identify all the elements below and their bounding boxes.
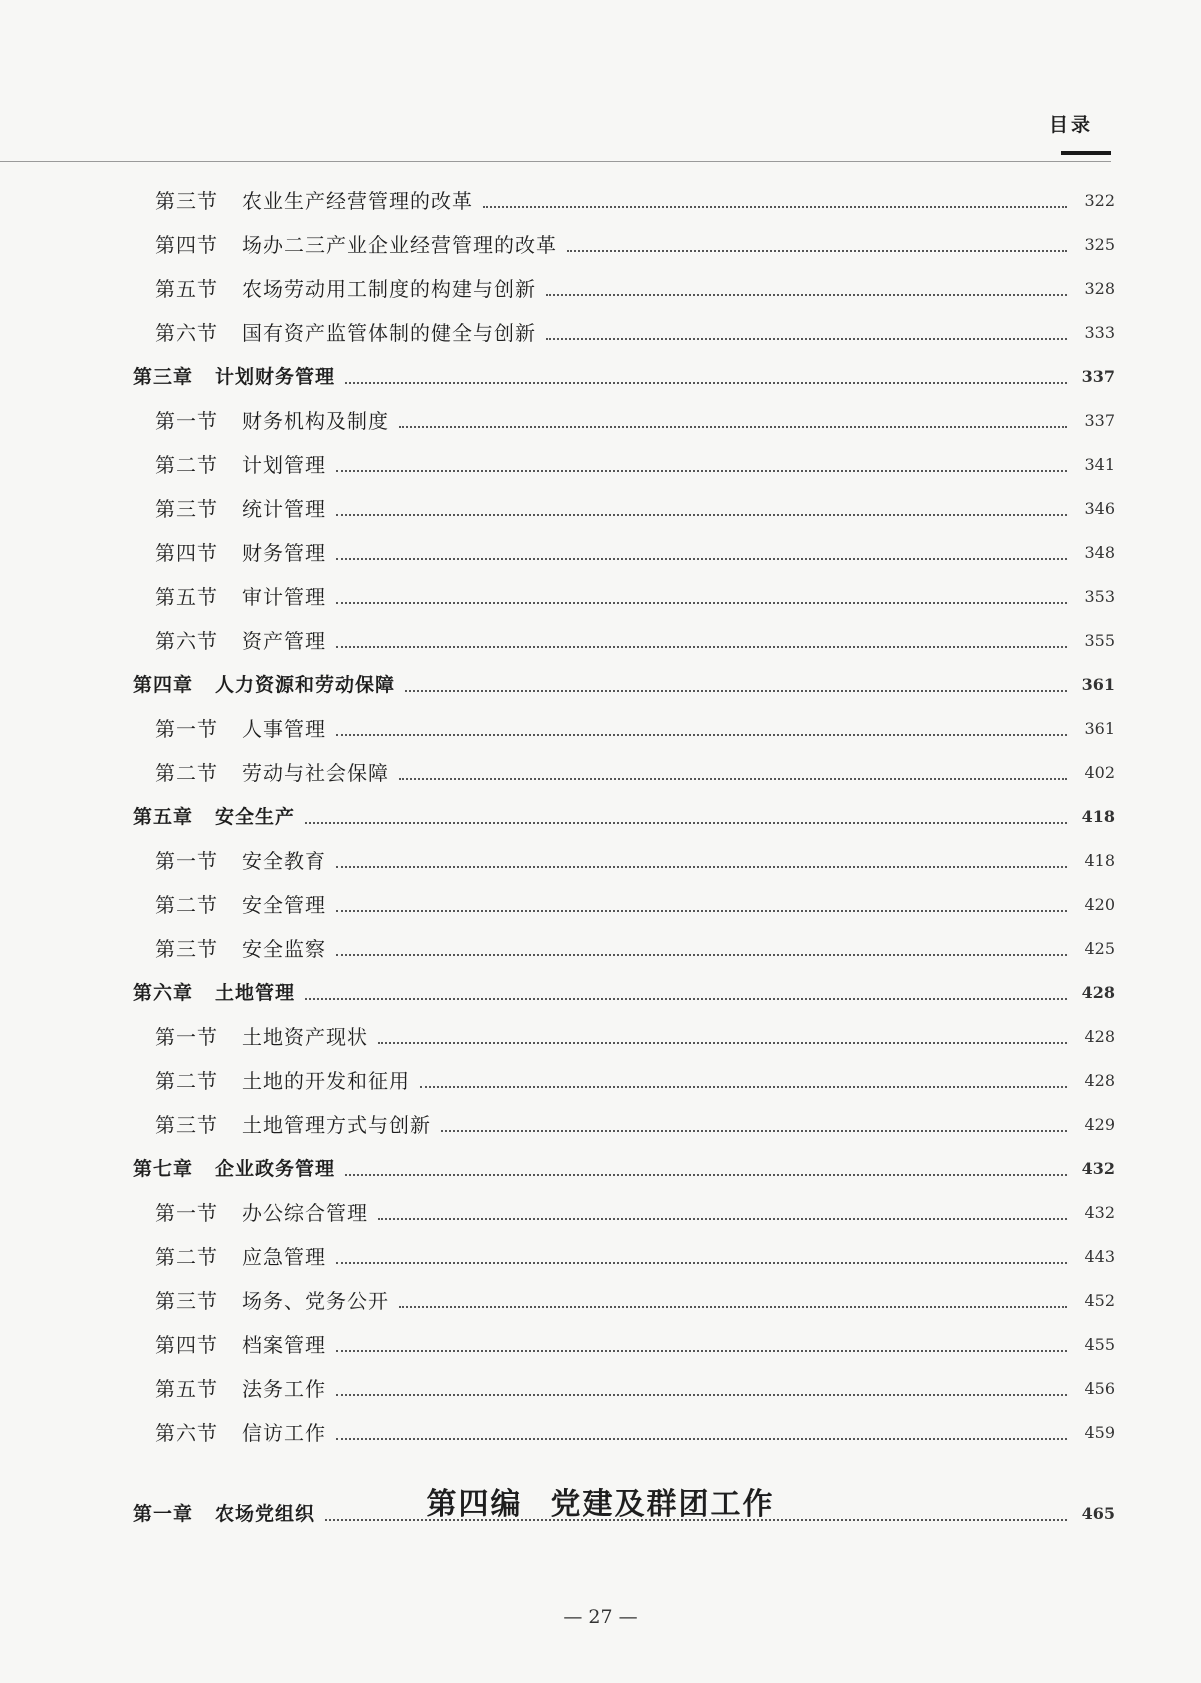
toc-entry-label: 第三节 [155, 1289, 218, 1313]
dot-leader [325, 1517, 1067, 1521]
dot-leader [483, 204, 1067, 208]
toc-entry-page: 456 [1084, 1379, 1115, 1398]
toc-entry-label: 第六节 [155, 321, 218, 345]
toc-entry-label: 第六节 [155, 1421, 218, 1445]
toc-entry-page: 333 [1084, 323, 1115, 342]
dot-leader [546, 336, 1067, 340]
toc-entry-page: 341 [1084, 455, 1115, 474]
toc-entry-page: 432 [1081, 1159, 1115, 1178]
toc-entry-label: 第五节 [155, 585, 218, 609]
dot-leader [378, 1040, 1067, 1044]
toc-entry-chapter[interactable] [133, 802, 1115, 832]
dot-leader [336, 512, 1067, 516]
dot-leader [336, 1260, 1067, 1264]
toc-entry-chapter[interactable] [133, 978, 1115, 1008]
toc-entry-title: 土地资产现状 [242, 1025, 368, 1049]
toc-entry-page: 418 [1084, 851, 1115, 870]
toc-entry-title: 信访工作 [242, 1421, 326, 1445]
toc-entry-section[interactable] [155, 582, 1115, 612]
dot-leader [399, 1304, 1067, 1308]
toc-entry-page: 355 [1084, 631, 1115, 650]
toc-entry-label: 第一节 [155, 409, 218, 433]
toc-entry-label: 第一章 [133, 1503, 194, 1525]
toc-entry-section[interactable] [155, 1286, 1115, 1316]
toc-entry-title: 资产管理 [242, 629, 326, 653]
toc-entry-page: 337 [1081, 367, 1115, 386]
toc-entry-title: 企业政务管理 [215, 1158, 336, 1180]
toc-entry-label: 第五节 [155, 277, 218, 301]
page-number: — 27 — [563, 1606, 638, 1628]
toc-entry-section[interactable] [155, 406, 1115, 436]
running-header-title: 目录 [1048, 114, 1093, 136]
toc-entry-page: 428 [1081, 983, 1115, 1002]
dot-leader [405, 688, 1067, 692]
toc-entry-title: 安全教育 [242, 849, 326, 873]
toc-entry-chapter[interactable] [133, 670, 1115, 700]
toc-entry-page: 337 [1084, 411, 1115, 430]
toc-entry-title: 办公综合管理 [242, 1201, 368, 1225]
toc-entry-label: 第四节 [155, 1333, 218, 1357]
toc-entry-section[interactable] [155, 274, 1115, 304]
part-title: 党建及群团工作 [550, 1487, 775, 1522]
toc-entry-chapter[interactable] [133, 362, 1115, 392]
toc-entry-title: 场务、党务公开 [242, 1289, 389, 1313]
toc-entry-section[interactable] [155, 890, 1115, 920]
dot-leader [546, 292, 1067, 296]
toc-entry-label: 第六章 [133, 982, 194, 1004]
toc-entry-page: 325 [1084, 235, 1115, 254]
dot-leader [345, 1172, 1067, 1176]
toc-entry-page: 402 [1084, 763, 1115, 782]
toc-entry-page: 452 [1084, 1291, 1115, 1310]
toc-entry-page: 322 [1084, 191, 1115, 210]
toc-entry-label: 第二节 [155, 453, 218, 477]
toc-entry-page: 432 [1084, 1203, 1115, 1222]
toc-entry-title: 国有资产监管体制的健全与创新 [242, 321, 536, 345]
toc-entry-title: 农业生产经营管理的改革 [242, 189, 473, 213]
dot-leader [420, 1084, 1067, 1088]
dot-leader [336, 952, 1067, 956]
dot-leader [336, 864, 1067, 868]
toc-entry-label: 第七章 [133, 1158, 194, 1180]
part-label: 第四编 [426, 1487, 523, 1522]
header-rule [0, 161, 1111, 162]
toc-entry-chapter[interactable] [133, 1154, 1115, 1184]
toc-entry-section[interactable] [155, 1374, 1115, 1404]
toc-entry-section[interactable] [155, 494, 1115, 524]
toc-entry-label: 第三节 [155, 937, 218, 961]
toc-entry-section[interactable] [155, 450, 1115, 480]
toc-entry-label: 第四节 [155, 233, 218, 257]
toc-entry-page: 348 [1084, 543, 1115, 562]
toc-entry-section[interactable] [155, 1242, 1115, 1272]
toc-entry-title: 安全生产 [215, 806, 296, 828]
dot-leader [336, 1436, 1067, 1440]
toc-entry-title: 土地管理方式与创新 [242, 1113, 431, 1137]
toc-entry-section[interactable] [155, 1110, 1115, 1140]
toc-entry-page: 361 [1084, 719, 1115, 738]
toc-entry-title: 财务管理 [242, 541, 326, 565]
toc-entry-section[interactable] [155, 538, 1115, 568]
toc-entry-title: 农场党组织 [215, 1503, 316, 1525]
toc-entry-title: 档案管理 [242, 1333, 326, 1357]
toc-entry-section[interactable] [155, 714, 1115, 744]
toc-entry-page: 361 [1081, 675, 1115, 694]
toc-entry-label: 第二节 [155, 1069, 218, 1093]
toc-entry-title: 计划管理 [242, 453, 326, 477]
toc-entry-page: 428 [1084, 1071, 1115, 1090]
toc-entry-section[interactable] [155, 318, 1115, 348]
toc-entry-label: 第一节 [155, 849, 218, 873]
dot-leader [336, 908, 1067, 912]
dot-leader [336, 1392, 1067, 1396]
toc-entry-title: 法务工作 [242, 1377, 326, 1401]
toc-entry-title: 应急管理 [242, 1245, 326, 1269]
toc-entry-section[interactable] [155, 1418, 1115, 1448]
toc-entry-section[interactable] [155, 1198, 1115, 1228]
toc-entry-title: 统计管理 [242, 497, 326, 521]
dot-leader [336, 1348, 1067, 1352]
toc-entry-page: 328 [1084, 279, 1115, 298]
dot-leader [336, 468, 1067, 472]
toc-entry-section[interactable] [155, 186, 1115, 216]
toc-entry-title: 土地的开发和征用 [242, 1069, 410, 1093]
toc-entry-page: 459 [1084, 1423, 1115, 1442]
toc-entry-label: 第三节 [155, 189, 218, 213]
toc-entry-label: 第四节 [155, 541, 218, 565]
toc-entry-label: 第一节 [155, 717, 218, 741]
toc-entry-title: 计划财务管理 [215, 366, 336, 388]
toc-entry-label: 第一节 [155, 1201, 218, 1225]
toc-entry-title: 安全监察 [242, 937, 326, 961]
dot-leader [336, 600, 1067, 604]
dot-leader [305, 820, 1067, 824]
toc-entry-page: 428 [1084, 1027, 1115, 1046]
toc-entry-section[interactable] [155, 1066, 1115, 1096]
toc-entry-label: 第二节 [155, 893, 218, 917]
toc-entry-label: 第五节 [155, 1377, 218, 1401]
toc-entry-page: 465 [1081, 1504, 1115, 1523]
toc-entry-section[interactable] [155, 934, 1115, 964]
toc-entry-title: 财务机构及制度 [242, 409, 389, 433]
dot-leader [378, 1216, 1067, 1220]
toc-entry-page: 455 [1084, 1335, 1115, 1354]
toc-entry-section[interactable] [155, 758, 1115, 788]
toc-entry-page: 346 [1084, 499, 1115, 518]
toc-entry-page: 429 [1084, 1115, 1115, 1134]
toc-entry-page: 425 [1084, 939, 1115, 958]
toc-entry-label: 第二节 [155, 1245, 218, 1269]
toc-entry-title: 农场劳动用工制度的构建与创新 [242, 277, 536, 301]
toc-entry-label: 第三节 [155, 1113, 218, 1137]
toc-entry-section[interactable] [155, 230, 1115, 260]
dot-leader [567, 248, 1067, 252]
dot-leader [399, 776, 1067, 780]
header-rule-accent [1061, 151, 1111, 155]
dot-leader [336, 644, 1067, 648]
toc-entry-section[interactable] [155, 1022, 1115, 1052]
toc-entry-chapter[interactable] [133, 1499, 1115, 1529]
toc-entry-page: 443 [1084, 1247, 1115, 1266]
dot-leader [336, 732, 1067, 736]
toc-entry-section[interactable] [155, 1330, 1115, 1360]
toc-entry-section[interactable] [155, 846, 1115, 876]
dot-leader [305, 996, 1067, 1000]
toc-entry-label: 第三节 [155, 497, 218, 521]
toc-entry-title: 人力资源和劳动保障 [215, 674, 396, 696]
toc-entry-title: 劳动与社会保障 [242, 761, 389, 785]
dot-leader [336, 556, 1067, 560]
toc-entry-label: 第四章 [133, 674, 194, 696]
toc-entry-page: 420 [1084, 895, 1115, 914]
toc-entry-title: 土地管理 [215, 982, 296, 1004]
toc-entry-page: 418 [1081, 807, 1115, 826]
toc-entry-title: 安全管理 [242, 893, 326, 917]
toc-entry-title: 人事管理 [242, 717, 326, 741]
toc-entry-section[interactable] [155, 626, 1115, 656]
toc-entry-title: 审计管理 [242, 585, 326, 609]
toc-entry-page: 353 [1084, 587, 1115, 606]
toc-entry-title: 场办二三产业企业经营管理的改革 [242, 233, 557, 257]
toc-entry-label: 第一节 [155, 1025, 218, 1049]
toc-entry-label: 第五章 [133, 806, 194, 828]
dot-leader [399, 424, 1067, 428]
toc-entry-label: 第三章 [133, 366, 194, 388]
dot-leader [345, 380, 1067, 384]
dot-leader [441, 1128, 1067, 1132]
toc-entry-label: 第二节 [155, 761, 218, 785]
toc-entry-label: 第六节 [155, 629, 218, 653]
